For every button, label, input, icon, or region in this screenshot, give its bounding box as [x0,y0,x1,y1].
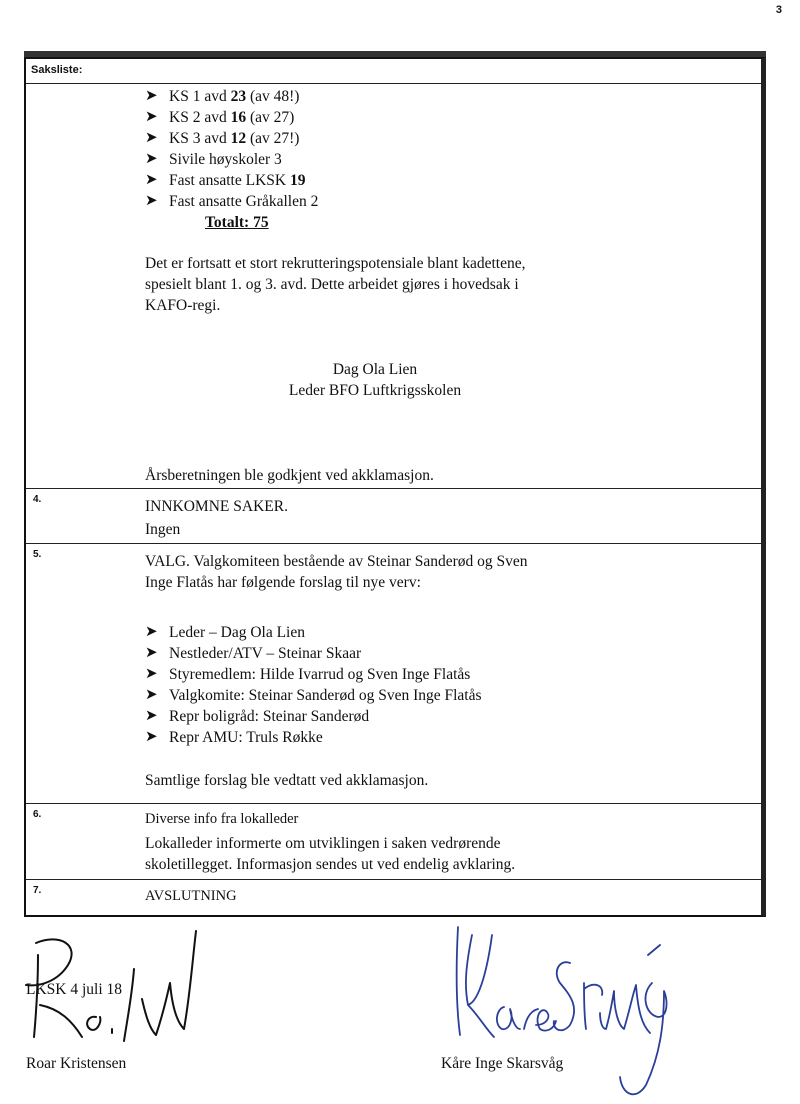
item-body: Lokalleder informerte om utviklingen i saken vedrørende [145,835,501,852]
report-section [26,83,761,489]
item-title: INNKOMNE SAKER. [145,498,288,515]
item-title: AVSLUTNING [145,888,237,904]
list-item: ➤ Nestleder/ATV – Steinar Skaar [145,645,362,662]
list-item: ➤ KS 2 avd 16 (av 27) [145,109,295,126]
list-item: ➤ Sivile høyskoler 3 [145,151,282,168]
handwritten-signatures [0,925,800,1104]
item-intro: VALG. Valgkomiteen bestående av Steinar Sanderød og Sven [145,553,528,570]
list-item: ➤ Valgkomite: Steinar Sanderød og Sven Inge Flatås [145,687,482,704]
signature-area [0,925,800,1104]
agenda-item-6 [26,803,761,880]
list-item: ➤ Fast ansatte Gråkallen 2 [145,193,319,210]
list-item: ➤ Leder – Dag Ola Lien [145,624,305,641]
agenda-item-5 [26,543,761,804]
table-header [26,59,761,83]
item-body: skoletillegget. Informasjon sendes ut ved endelig avklaring. [145,856,516,873]
list-item: ➤ Repr AMU: Truls Røkke [145,729,323,746]
list-item: ➤ Fast ansatte LKSK 19 [145,172,306,189]
minutes-table [24,57,766,917]
agenda-item-7 [26,879,761,918]
page-number: 3 [775,4,782,16]
right-signatory-name: Kåre Inge Skarsvåg [441,1055,564,1072]
approval-text: Årsberetningen ble godkjent ved akklamasjon. [145,467,434,484]
list-item: ➤ KS 3 avd 12 (av 27!) [145,130,300,147]
report-author-name: Dag Ola Lien [332,361,418,378]
item-number: 4. [33,494,42,505]
proposals-list [145,622,751,748]
report-author-title: Leder BFO Luftkrigsskolen [288,382,462,399]
paragraph-line: Det er fortsatt et stort rekrutteringspotensiale blant kadettene, [145,255,526,272]
item-title: Diverse info fra lokalleder [145,811,299,827]
paragraph-line: spesielt blant 1. og 3. avd. Dette arbeidet gjøres i hovedsak i [145,276,519,293]
agenda-header-label: Saksliste: [31,64,83,76]
item-intro: Inge Flatås har følgende forslag til nye verv: [145,574,421,591]
item-result: Samtlige forslag ble vedtatt ved akklamasjon. [145,772,429,789]
item-number: 6. [33,809,42,820]
agenda-item-4 [26,488,761,544]
paragraph-line: KAFO-regi. [145,297,221,314]
membership-stats-list [145,86,751,212]
item-body: Ingen [145,521,181,538]
total-count: Totalt: 75 [205,214,269,231]
left-signatory-name: Roar Kristensen [26,1055,127,1072]
list-item: ➤ Repr boligråd: Steinar Sanderød [145,708,370,725]
list-item: ➤ Styremedlem: Hilde Ivarrud og Sven Inge Flatås [145,666,471,683]
item-number: 7. [33,885,42,896]
item-number: 5. [33,549,42,560]
place-date: LKSK 4 juli 18 [26,981,123,998]
list-item: ➤ KS 1 avd 23 (av 48!) [145,88,300,105]
